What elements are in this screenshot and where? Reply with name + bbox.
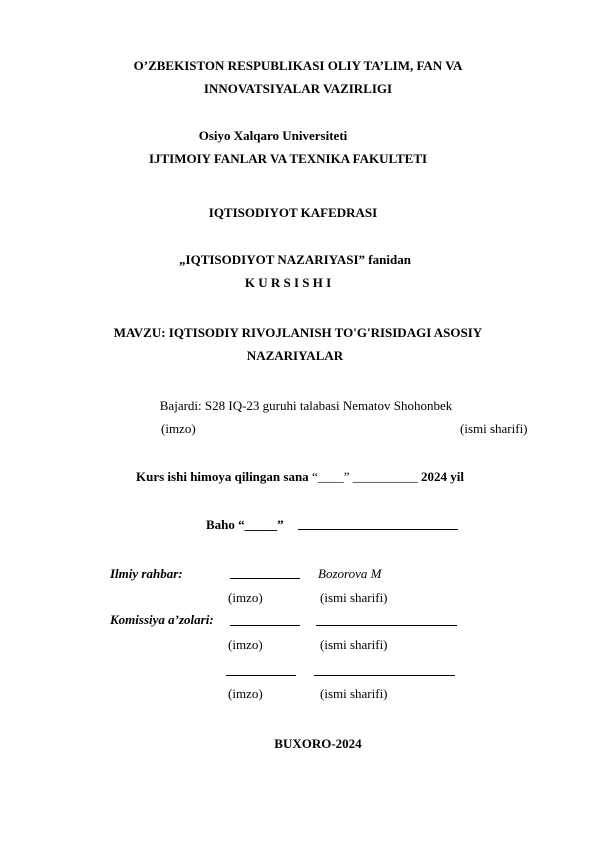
commission-member1-name-line (316, 625, 457, 626)
faculty-name: IJTIMOIY FANLAR VA TEXNIKA FAKULTETI (148, 151, 428, 166)
defense-date-year: 2024 yil (417, 469, 464, 484)
author-signature-caption: (imzo) (161, 421, 196, 436)
defense-date-line (2, 469, 596, 485)
work-type-title: K U R S I S H I (244, 275, 332, 290)
defense-date-prefix: Kurs ishi himoya qilingan sana (136, 469, 312, 484)
defense-date-blanks: “____” __________ (311, 469, 418, 484)
topic-line-2: NAZARIYALAR (246, 348, 344, 363)
commission-label: Komissiya a’zolari: (110, 612, 214, 627)
ministry-line-2: INNOVATSIYALAR VAZIRLIGI (203, 81, 393, 96)
commission-member2-signature-line (226, 675, 296, 676)
supervisor-name-caption: (ismi sharifi) (320, 590, 388, 605)
commission-member2-name-caption: (ismi sharifi) (320, 686, 388, 701)
author-name-caption: (ismi sharifi) (460, 421, 528, 436)
commission-member1-name-caption: (ismi sharifi) (320, 637, 388, 652)
commission-member2-signature-caption: (imzo) (228, 686, 263, 701)
course-subject: „IQTISODIYOT NAZARIYASI” fanidan (179, 252, 411, 267)
grade-label: Baho “_____” (206, 517, 284, 532)
supervisor-label: Ilmiy rahbar: (110, 566, 183, 581)
grade-line (298, 529, 458, 530)
commission-member1-signature-caption: (imzo) (228, 637, 263, 652)
ministry-line-1: O’ZBEKISTON RESPUBLIKASI OLIY TA’LIM, FAN VA (133, 58, 463, 73)
supervisor-name: Bozorova M (318, 566, 382, 581)
supervisor-signature-line (230, 578, 300, 579)
commission-member1-signature-line (230, 625, 300, 626)
commission-member2-name-line (314, 675, 455, 676)
supervisor-signature-caption: (imzo) (228, 590, 263, 605)
topic-line-1: MAVZU: IQTISODIY RIVOJLANISH TO'G'RISIDAGI ASOSIY (113, 325, 483, 340)
author-line: Bajardi: S28 IQ-23 guruhi talabasi Nematov Shohonbek (159, 398, 453, 413)
department-name: IQTISODIYOT KAFEDRASI (208, 205, 378, 220)
city-year: BUXORO-2024 (274, 736, 362, 751)
university-name: Osiyo Xalqaro Universiteti (198, 128, 348, 143)
